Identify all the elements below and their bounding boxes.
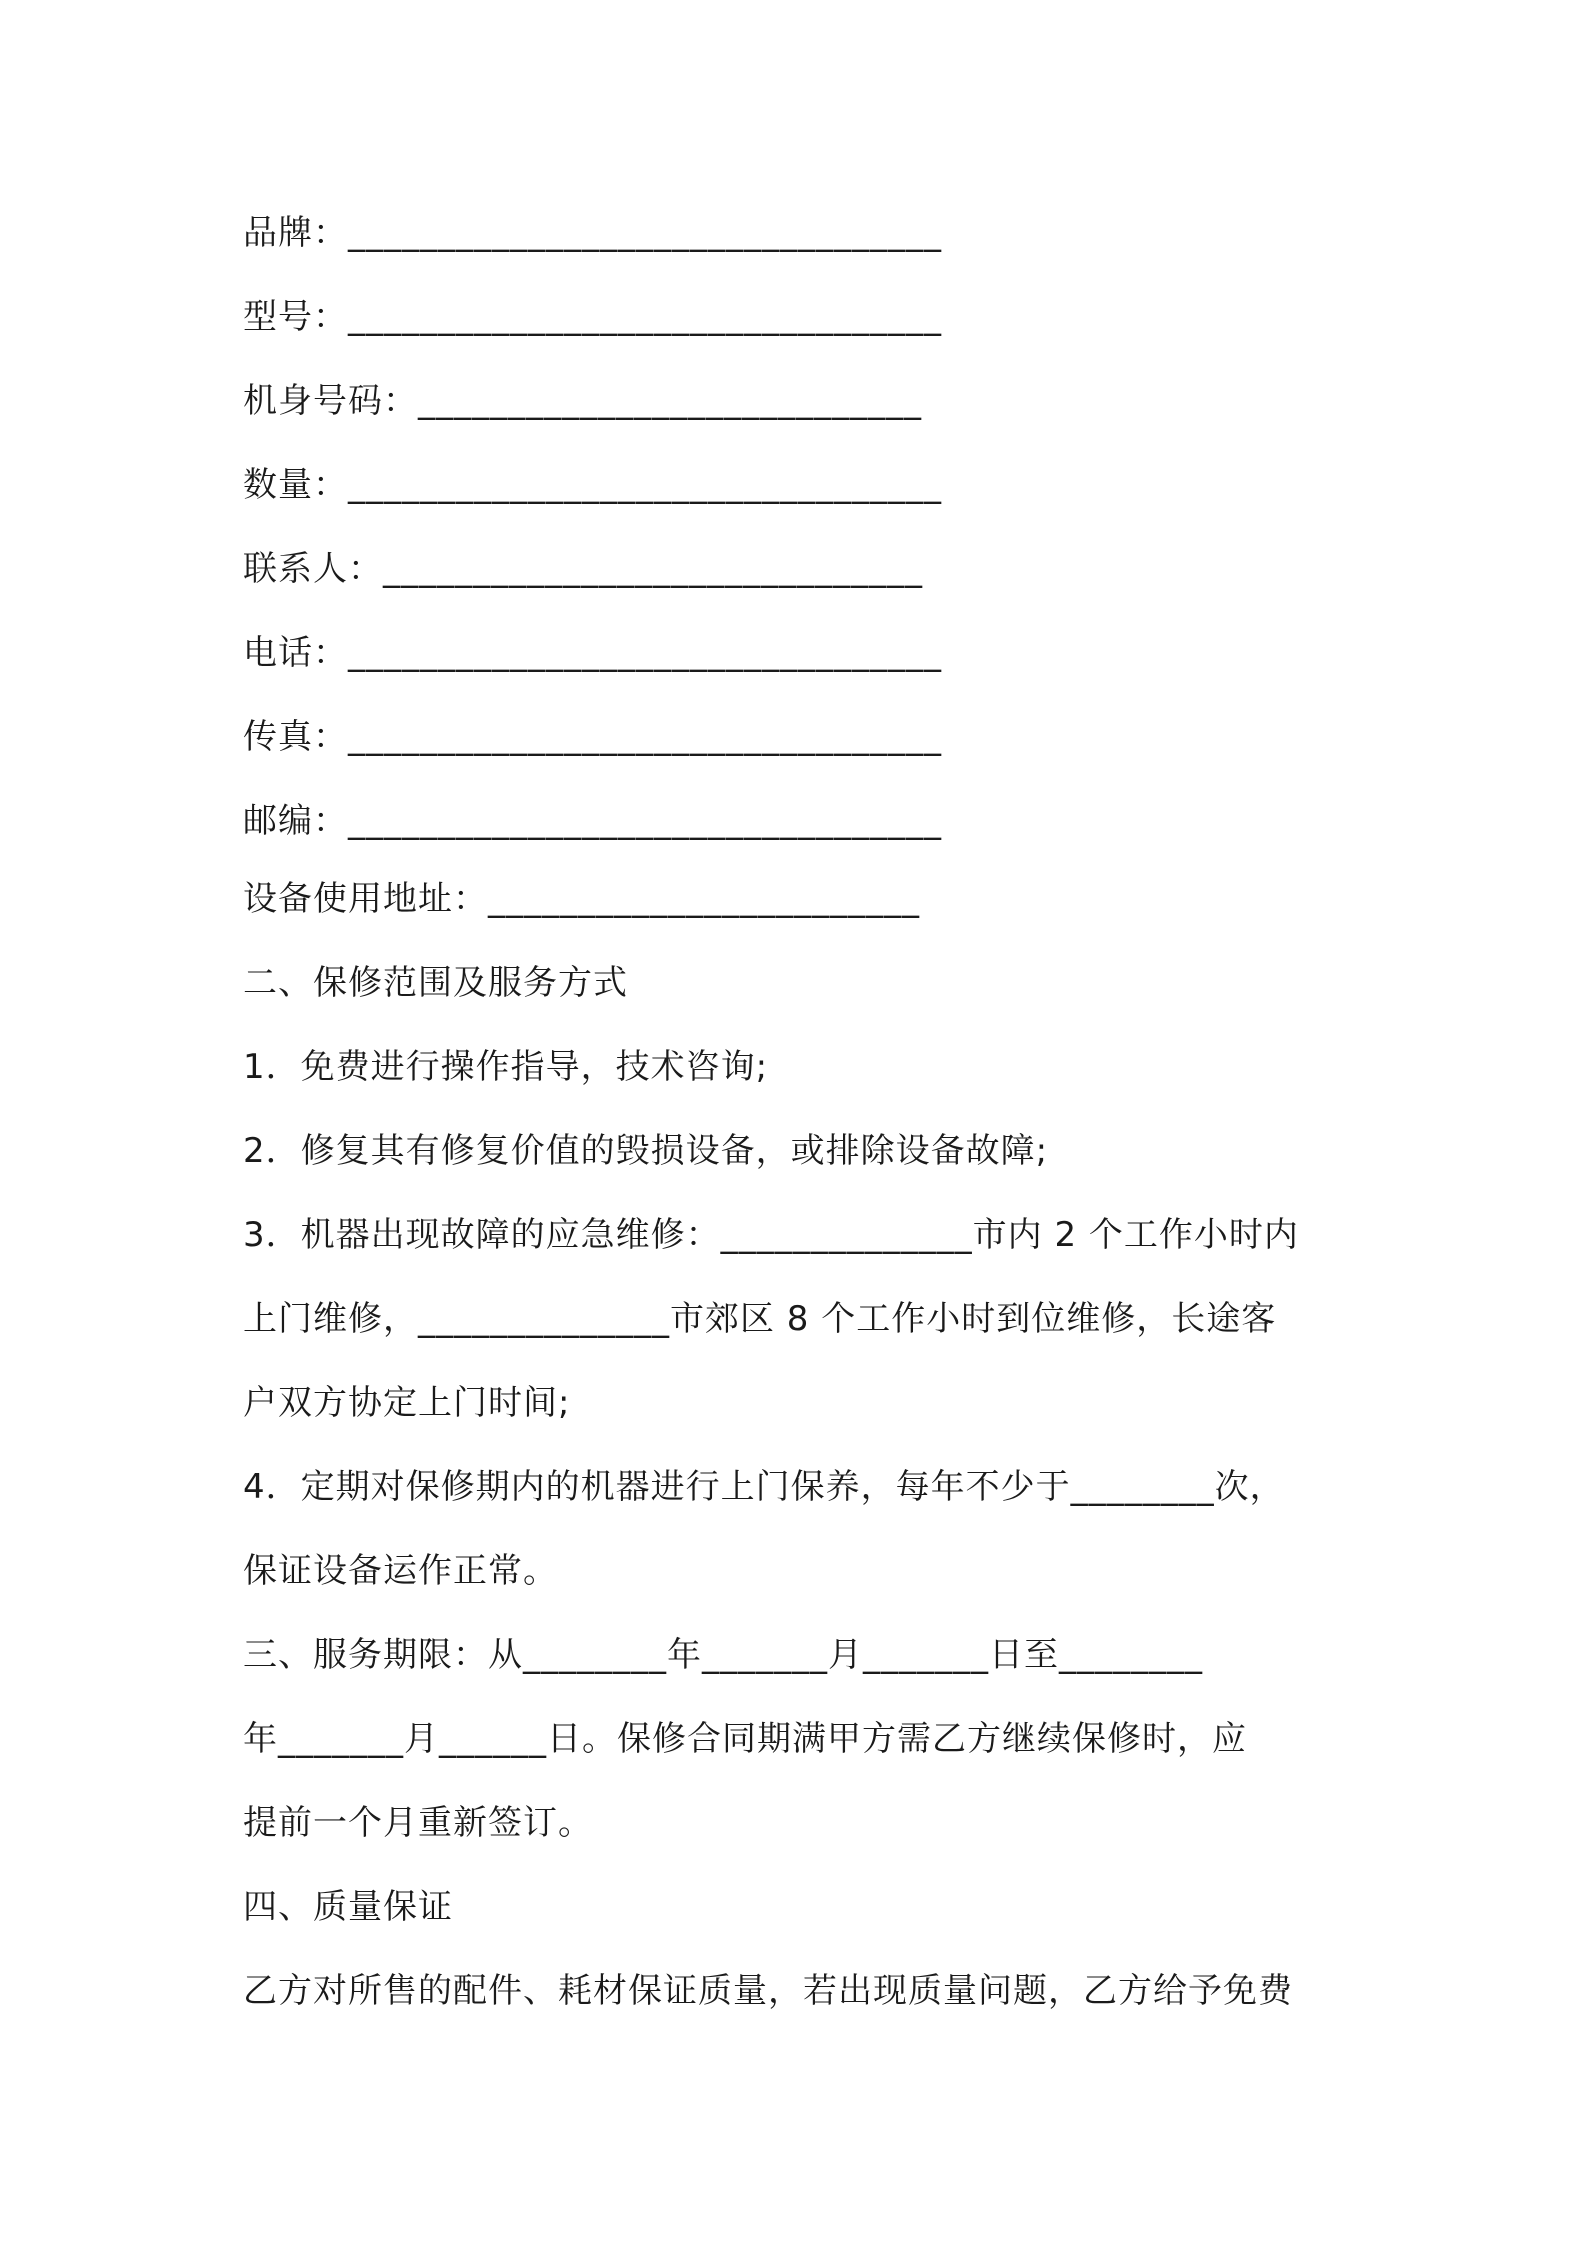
paragraph-item-4-line-1: 4．定期对保修期内的机器进行上门保养，每年不少于________次，	[243, 1467, 1285, 1507]
field-serial-number: 机身号码：____________________________	[243, 381, 922, 421]
field-fax: 传真：_________________________________	[243, 717, 942, 757]
paragraph-item-4-line-2: 保证设备运作正常。	[243, 1551, 558, 1591]
section-heading-4: 四、质量保证	[243, 1887, 453, 1927]
paragraph-item-3-line-2: 上门维修，______________市郊区 8 个工作小时到位维修，长途客	[243, 1299, 1277, 1339]
field-phone: 电话：_________________________________	[243, 633, 942, 673]
field-contact: 联系人：______________________________	[243, 549, 923, 589]
section-heading-3-line-2: 年_______月______日。保修合同期满甲方需乙方继续保修时，应	[243, 1719, 1247, 1759]
section-heading-3-line-1: 三、服务期限：从________年_______月_______日至________	[243, 1635, 1203, 1675]
field-brand: 品牌：_________________________________	[243, 213, 942, 253]
section-heading-2: 二、保修范围及服务方式	[243, 963, 628, 1003]
paragraph-item-1: 1．免费进行操作指导，技术咨询;	[243, 1047, 769, 1087]
field-equipment-address: 设备使用地址：________________________	[243, 879, 920, 919]
paragraph-item-2: 2．修复其有修复价值的毁损设备，或排除设备故障;	[243, 1131, 1049, 1171]
field-quantity: 数量：_________________________________	[243, 465, 942, 505]
section-heading-3-line-3: 提前一个月重新签订。	[243, 1803, 593, 1843]
field-model: 型号：_________________________________	[243, 297, 942, 337]
paragraph-item-3-line-1: 3．机器出现故障的应急维修：______________市内 2 个工作小时内	[243, 1215, 1299, 1255]
field-postcode: 邮编：_________________________________	[243, 801, 942, 841]
paragraph-quality: 乙方对所售的配件、耗材保证质量，若出现质量问题，乙方给予免费	[243, 1971, 1293, 2011]
paragraph-item-3-line-3: 户双方协定上门时间;	[243, 1383, 571, 1423]
